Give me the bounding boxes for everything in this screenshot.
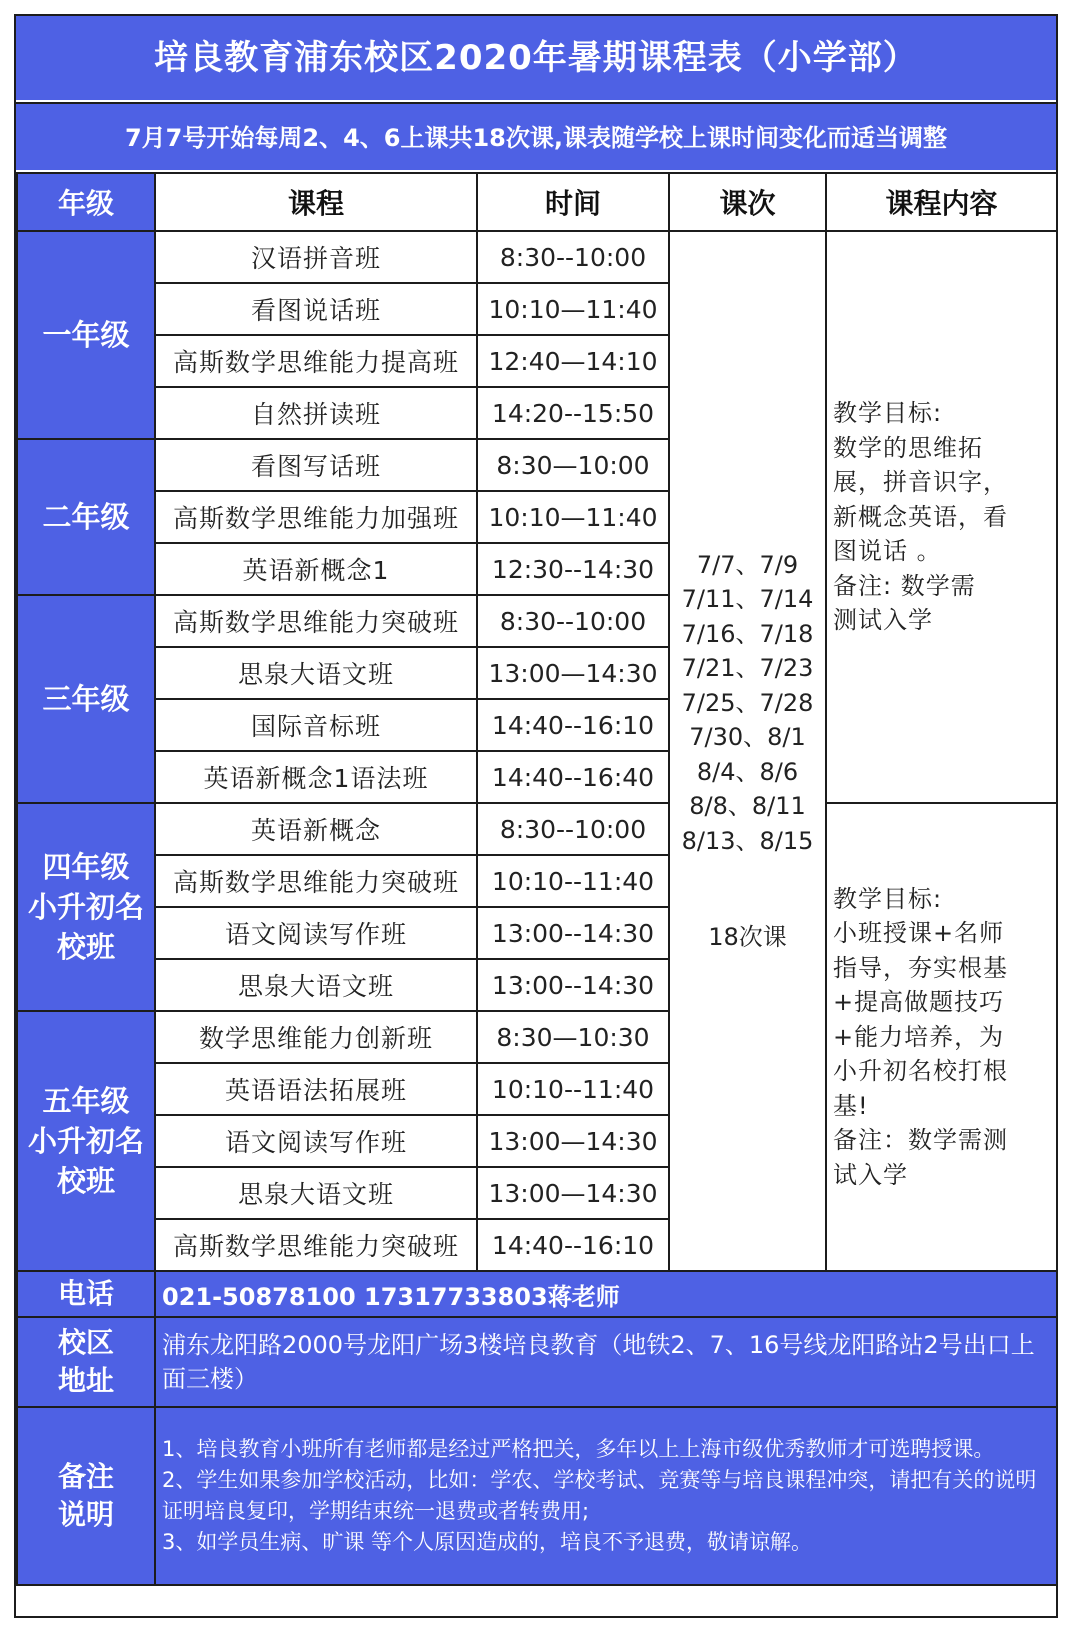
header-time: 时间 [477, 173, 669, 231]
time-cell: 13:00—14:30 [477, 647, 669, 699]
course-cell: 英语语法拓展班 [155, 1063, 477, 1115]
session-dates: 7/25、7/28 [681, 688, 814, 717]
course-cell: 语文阅读写作班 [155, 1115, 477, 1167]
phone-value: 021-50878100 17317733803蒋老师 [155, 1271, 1057, 1317]
grade-name-line: 校班 [56, 1164, 115, 1198]
content-cell [826, 231, 1057, 803]
course-cell: 思泉大语文班 [155, 959, 477, 1011]
course-cell: 自然拼读班 [155, 387, 477, 439]
content-line: +提高做题技巧 [833, 988, 1005, 1017]
content-line: 教学目标: [833, 399, 943, 428]
session-dates: 7/7、7/9 [696, 550, 799, 579]
sessions-total: 18次课 [708, 923, 787, 951]
session-dates: 8/8、8/11 [689, 792, 806, 820]
time-cell: 13:00—14:30 [477, 1167, 669, 1219]
grade-cell [17, 439, 155, 595]
time-cell: 14:40--16:10 [477, 699, 669, 751]
session-dates: 8/4、8/6 [696, 757, 799, 786]
table-row [17, 231, 1057, 283]
course-cell: 高斯数学思维能力突破班 [155, 595, 477, 647]
content-line: 备注: 数学需 [833, 571, 976, 600]
time-cell: 12:30--14:30 [477, 543, 669, 595]
content-line: 测试入学 [833, 606, 933, 635]
address-value: 浦东龙阳路2000号龙阳广场3楼培良教育（地铁2、7、16号线龙阳路站2号出口上面三楼） [155, 1317, 1057, 1407]
note-item: 2、学生如果参加学校活动，比如：学农、学校考试、竞赛等与培良课程冲突，请把有关的说明证明培良复印，学期结束统一退费或者转费用; [162, 1468, 1037, 1523]
time-cell: 10:10—11:40 [477, 283, 669, 335]
grade-cell [17, 803, 155, 1011]
grade-cell [17, 231, 155, 439]
course-cell: 英语新概念1语法班 [155, 751, 477, 803]
course-cell: 数学思维能力创新班 [155, 1011, 477, 1063]
course-cell: 高斯数学思维能力突破班 [155, 1219, 477, 1271]
schedule-sheet [14, 14, 1058, 1618]
time-cell: 14:40--16:40 [477, 751, 669, 803]
course-cell: 语文阅读写作班 [155, 907, 477, 959]
time-cell: 14:40--16:10 [477, 1219, 669, 1271]
course-cell: 思泉大语文班 [155, 1167, 477, 1219]
grade-cell [17, 595, 155, 803]
content-line: 图说话 。 [833, 537, 942, 566]
session-dates: 7/30、8/1 [689, 723, 806, 751]
course-cell: 英语新概念 [155, 803, 477, 855]
content-line: 备注：数学需测 [833, 1126, 1008, 1155]
course-cell: 汉语拼音班 [155, 231, 477, 283]
schedule-body [17, 231, 1057, 1271]
notes-label-line: 备注 [57, 1460, 114, 1493]
address-label [17, 1317, 155, 1407]
schedule-table [16, 172, 1058, 1586]
content-line: 数学的思维拓 [833, 433, 983, 462]
schedule-subtitle: 7月7号开始每周2、4、6上课共18次课,课表随学校上课时间变化而适当调整 [16, 102, 1056, 170]
time-cell: 10:10—11:40 [477, 491, 669, 543]
address-label-line: 校区 [57, 1326, 114, 1359]
grade-name-line: 三年级 [42, 682, 130, 716]
time-cell: 13:00--14:30 [477, 959, 669, 1011]
grade-name-line: 二年级 [42, 500, 130, 534]
sessions-cell [669, 231, 826, 1271]
time-cell: 12:40—14:10 [477, 335, 669, 387]
table-row [17, 803, 1057, 855]
course-cell: 思泉大语文班 [155, 647, 477, 699]
course-cell: 高斯数学思维能力提高班 [155, 335, 477, 387]
course-cell: 看图说话班 [155, 283, 477, 335]
session-dates: 8/13、8/15 [681, 826, 814, 855]
time-cell: 8:30—10:30 [477, 1011, 669, 1063]
content-line: 展，拼音识字， [833, 468, 1008, 497]
notes-label [17, 1407, 155, 1585]
header-sessions: 课次 [669, 173, 826, 231]
session-dates: 7/11、7/14 [681, 585, 814, 613]
note-item: 3、如学员生病、旷课 等个人原因造成的，培良不予退费，敬请谅解。 [162, 1530, 813, 1554]
content-line: 指导，夯实根基 [833, 953, 1008, 982]
time-cell: 8:30—10:00 [477, 439, 669, 491]
phone-label: 电话 [17, 1271, 155, 1317]
content-line: 教学目标: [833, 884, 943, 913]
session-dates: 7/16、7/18 [681, 619, 814, 648]
content-line: 新概念英语，看 [833, 502, 1008, 531]
sessions-spacer [670, 858, 825, 920]
grade-name-line: 校班 [56, 930, 115, 964]
content-line: +能力培养，为 [833, 1022, 1005, 1051]
time-cell: 8:30--10:00 [477, 595, 669, 647]
session-dates: 7/21、7/23 [681, 654, 814, 682]
time-cell: 8:30--10:00 [477, 803, 669, 855]
time-cell: 10:10--11:40 [477, 855, 669, 907]
page-title: 培良教育浦东校区2020年暑期课程表（小学部） [16, 16, 1056, 100]
time-cell: 14:20--15:50 [477, 387, 669, 439]
time-cell: 8:30--10:00 [477, 231, 669, 283]
address-label-line: 地址 [57, 1364, 114, 1397]
content-cell [826, 803, 1057, 1271]
grade-cell [17, 1011, 155, 1271]
content-line: 试入学 [833, 1160, 908, 1189]
notes-label-line: 说明 [57, 1498, 114, 1531]
notes-value [155, 1407, 1057, 1585]
header-grade: 年级 [17, 173, 155, 231]
grade-name-line: 小升初名 [27, 890, 144, 924]
time-cell: 13:00--14:30 [477, 907, 669, 959]
content-line: 小升初名校打根 [833, 1057, 1008, 1086]
course-cell: 国际音标班 [155, 699, 477, 751]
grade-name-line: 五年级 [42, 1084, 130, 1118]
note-item: 1、培良教育小班所有老师都是经过严格把关，多年以上上海市级优秀教师才可选聘授课。 [162, 1437, 995, 1461]
content-line: 基! [833, 1091, 869, 1120]
header-course: 课程 [155, 173, 477, 231]
course-cell: 高斯数学思维能力加强班 [155, 491, 477, 543]
content-line: 小班授课+名师 [833, 919, 1005, 948]
header-content: 课程内容 [826, 173, 1057, 231]
time-cell: 13:00—14:30 [477, 1115, 669, 1167]
grade-name-line: 四年级 [42, 850, 130, 884]
grade-name-line: 小升初名 [27, 1124, 144, 1158]
course-cell: 高斯数学思维能力突破班 [155, 855, 477, 907]
grade-name-line: 一年级 [42, 318, 130, 352]
course-cell: 看图写话班 [155, 439, 477, 491]
time-cell: 10:10--11:40 [477, 1063, 669, 1115]
course-cell: 英语新概念1 [155, 543, 477, 595]
